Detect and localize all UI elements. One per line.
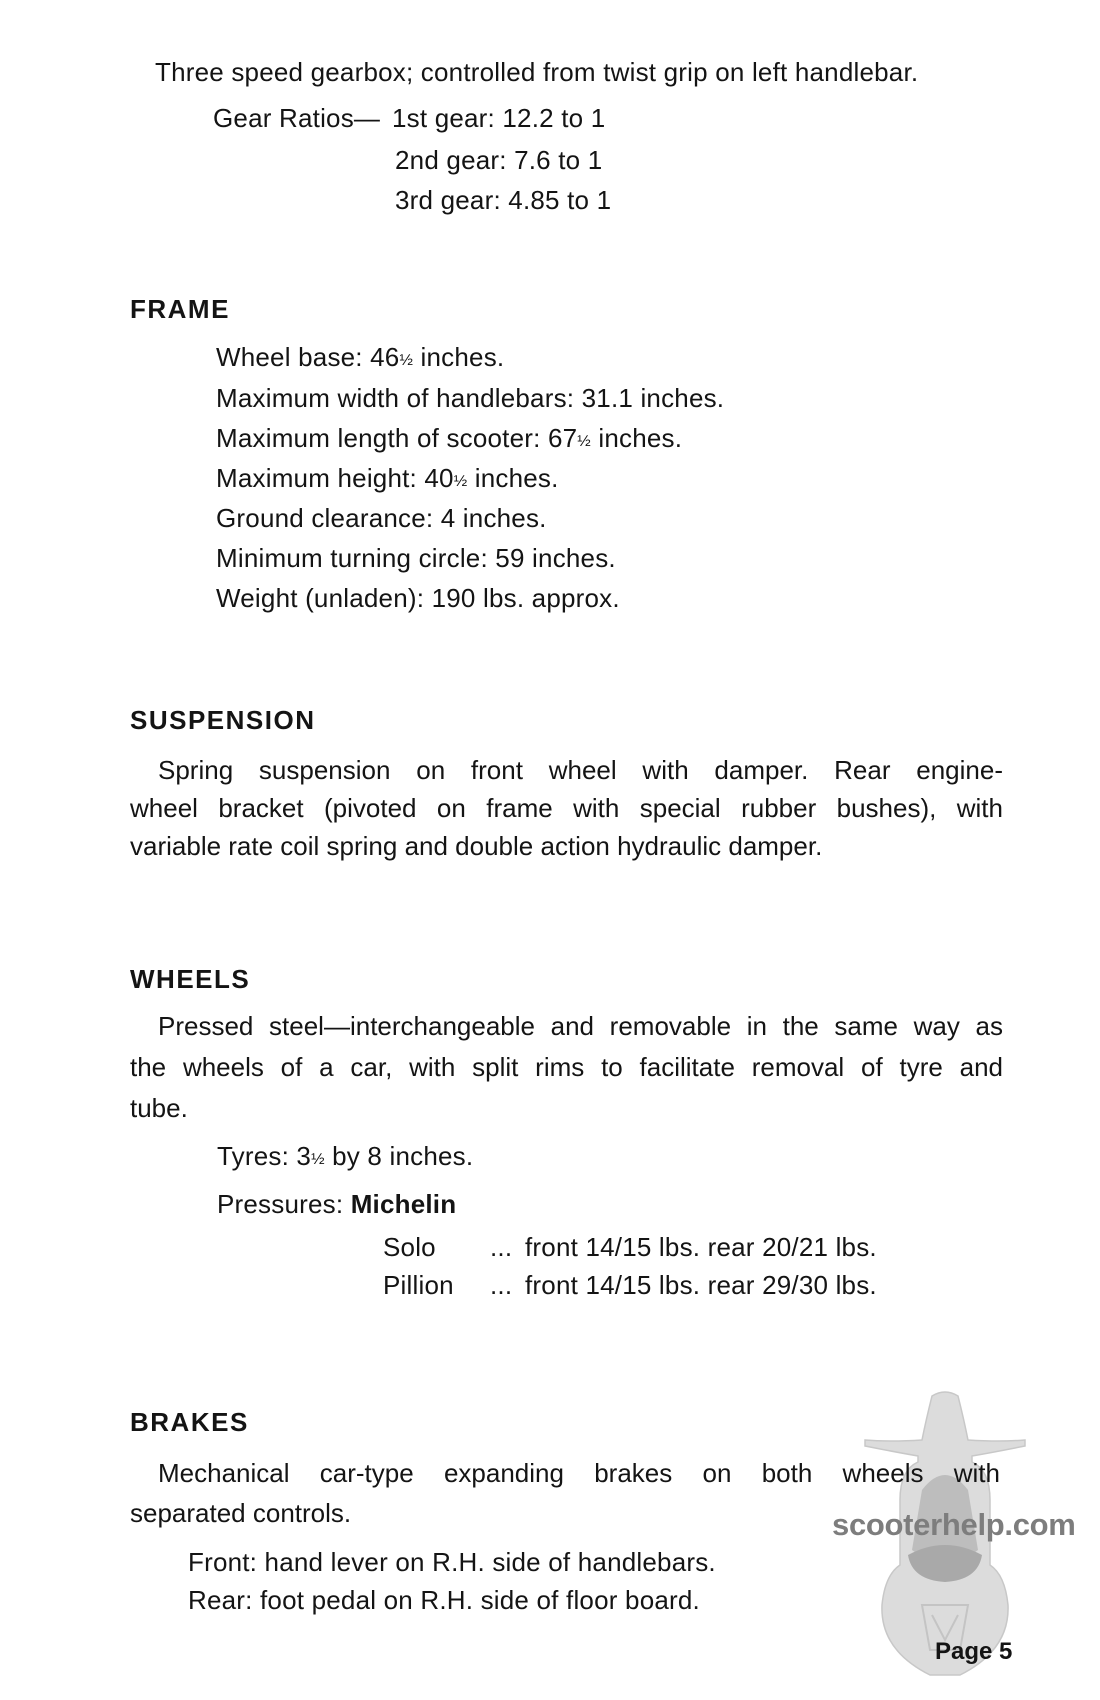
- pressure-row-dots: ...: [490, 1232, 513, 1262]
- frame-item-text: Weight (unladen): 190 lbs. approx.: [216, 583, 620, 613]
- tyres-text: Tyres: 3: [217, 1141, 312, 1171]
- gear-ratio-2: 2nd gear: 7.6 to 1: [395, 145, 603, 175]
- suspension-paragraph: [130, 751, 1003, 865]
- paragraph-line: Mechanical car-type expanding brakes on both wheels with: [158, 1458, 1000, 1488]
- brakes-front: Front: hand lever on R.H. side of handlebars.: [188, 1547, 716, 1577]
- frame-item: [216, 501, 547, 535]
- fraction-half: ½: [399, 351, 414, 370]
- paragraph-line: Pressed steel—interchangeable and removable in the same way as: [158, 1011, 1003, 1041]
- pressure-row-values: front 14/15 lbs. rear 29/30 lbs.: [525, 1270, 877, 1300]
- frame-item: [216, 461, 559, 495]
- gear-ratio-1: 1st gear: 12.2 to 1: [392, 103, 606, 133]
- brakes-heading: BRAKES: [130, 1407, 249, 1437]
- pressure-row-values: front 14/15 lbs. rear 20/21 lbs.: [525, 1232, 877, 1262]
- paragraph-line: separated controls.: [130, 1498, 352, 1528]
- pressure-row-dots: ...: [490, 1270, 513, 1300]
- pressure-row-type: Solo: [383, 1232, 436, 1262]
- gear-ratio-3: 3rd gear: 4.85 to 1: [395, 185, 612, 215]
- pressure-row: [0, 1268, 1000, 1302]
- gearbox-intro: Three speed gearbox; controlled from twist grip on left handlebar.: [155, 57, 919, 87]
- pressure-row-type: Pillion: [383, 1270, 454, 1300]
- frame-item: [216, 581, 620, 615]
- pressures-brand: Michelin: [350, 1189, 457, 1219]
- frame-item-suffix: inches.: [413, 342, 505, 372]
- suspension-heading: SUSPENSION: [130, 705, 316, 735]
- frame-item-text: Minimum turning circle: 59 inches.: [216, 543, 616, 573]
- frame-item-text: Maximum length of scooter: 67: [216, 423, 578, 453]
- frame-item-suffix: inches.: [467, 463, 559, 493]
- frame-item-text: Maximum width of handlebars: 31.1 inches.: [216, 383, 725, 413]
- tyres-spec: [217, 1139, 473, 1173]
- frame-heading: FRAME: [130, 294, 230, 324]
- wheels-paragraph: [130, 1006, 1003, 1129]
- page-number: Page 5: [935, 1638, 1013, 1665]
- frame-item: [216, 541, 616, 575]
- pressures-line: [217, 1187, 456, 1221]
- fraction-half: ½: [311, 1150, 325, 1169]
- paragraph-line: variable rate coil spring and double action hydraulic damper.: [130, 831, 823, 861]
- tyres-suffix: by 8 inches.: [324, 1141, 474, 1171]
- fraction-half: ½: [577, 432, 591, 451]
- paragraph-line: tube.: [130, 1093, 188, 1123]
- paragraph-line: Spring suspension on front wheel with damper. Rear engine-: [158, 755, 1003, 785]
- frame-item-text: Wheel base: 46: [216, 342, 400, 372]
- pressures-label: Pressures:: [217, 1189, 351, 1219]
- wheels-heading: WHEELS: [130, 964, 251, 994]
- frame-item: [216, 381, 724, 415]
- frame-item-text: Ground clearance: 4 inches.: [216, 503, 547, 533]
- frame-item-suffix: inches.: [590, 423, 683, 453]
- frame-item: [216, 421, 682, 455]
- frame-item-text: Maximum height: 40: [216, 463, 454, 493]
- paragraph-line: wheel bracket (pivoted on frame with special rubber bushes), with: [130, 793, 1003, 823]
- pressure-row: [0, 1230, 1000, 1264]
- paragraph-line: the wheels of a car, with split rims to facilitate removal of tyre and: [130, 1052, 1003, 1082]
- fraction-half: ½: [453, 472, 468, 491]
- watermark-text: scooterhelp.com: [832, 1507, 1076, 1542]
- brakes-rear: Rear: foot pedal on R.H. side of floor board.: [188, 1585, 700, 1615]
- frame-item: [216, 340, 504, 374]
- gear-ratios-label: Gear Ratios—: [213, 103, 381, 133]
